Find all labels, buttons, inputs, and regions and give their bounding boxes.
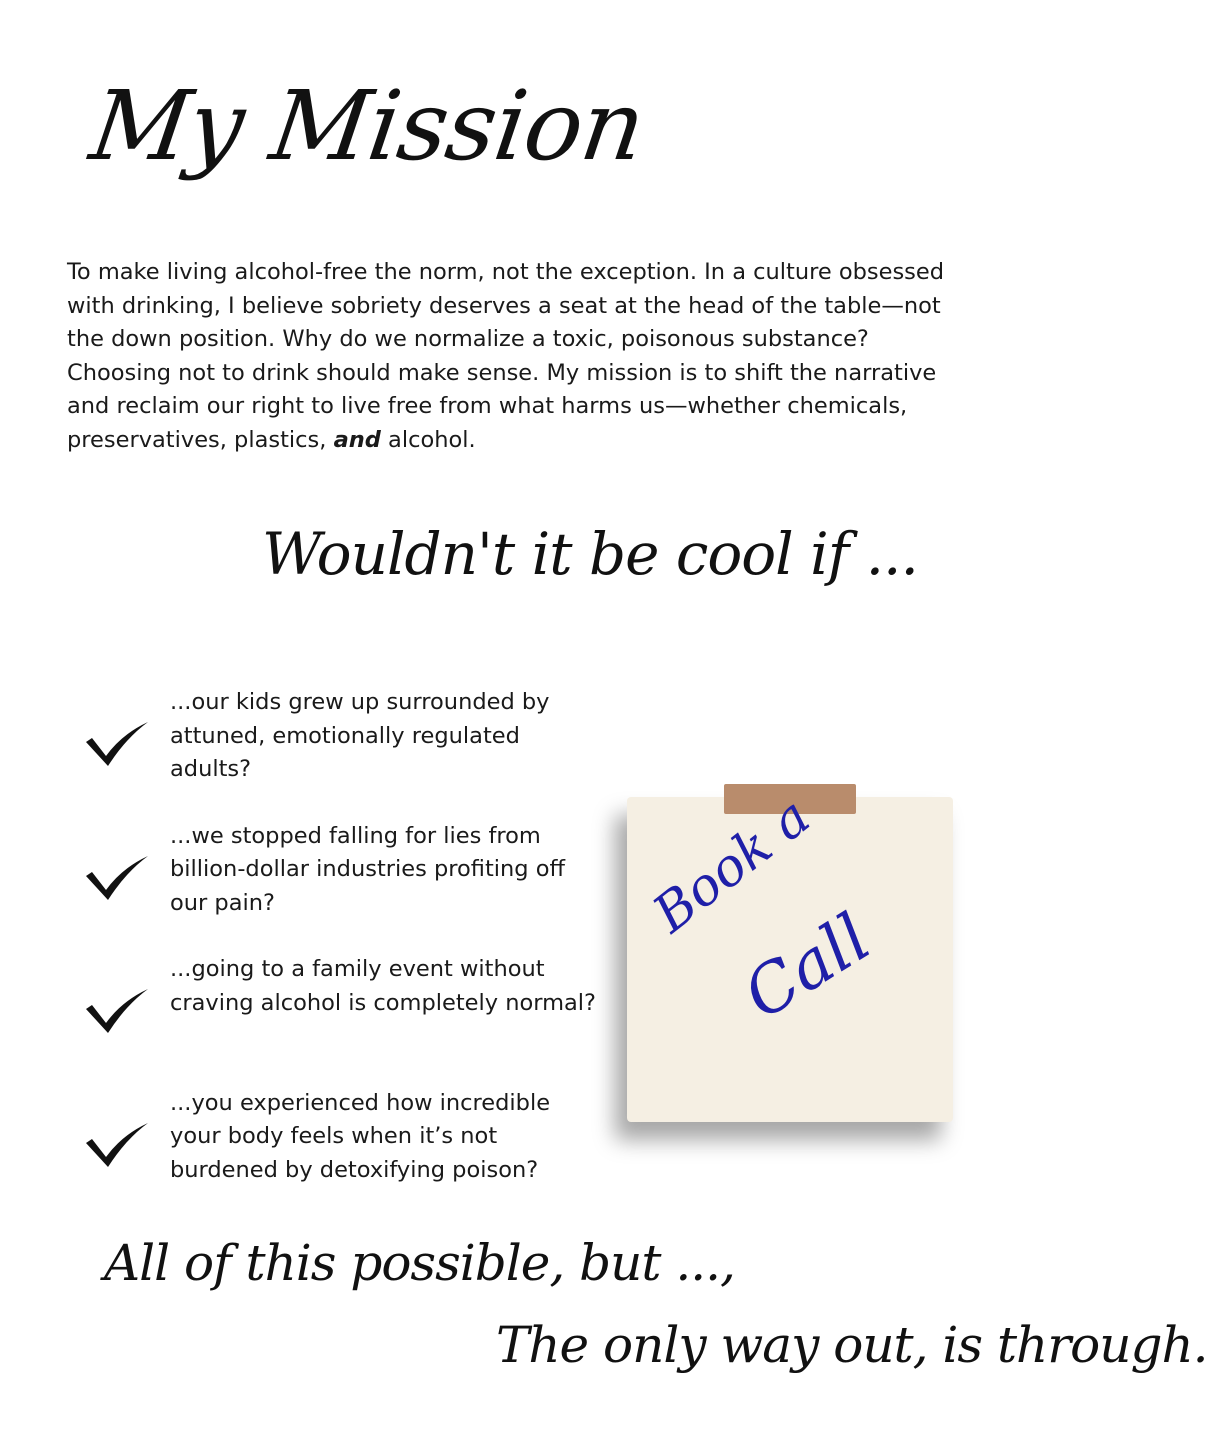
closing-line-1: All of this possible, but ..., [104,1234,735,1292]
closing-line-2: The only way out, is through. [496,1316,1208,1374]
book-a-call-line-2: Call [730,898,884,1035]
book-a-call-label[interactable] [642,786,915,1075]
checkmark-icon [82,987,152,1035]
mission-body-ending: alcohol. [380,426,476,453]
list-item [82,686,602,786]
checkmark-icon [82,854,152,902]
list-item [82,1087,602,1187]
book-a-call-line-1: Book a [642,786,822,945]
mission-body-emphasis: and [333,426,381,453]
list-item-text: ...we stopped falling for lies from billion-dollar industries profiting off our pain? [170,822,566,916]
book-a-call-note[interactable] [627,786,953,1122]
list-item [82,820,602,920]
checkmark-icon [82,720,152,768]
list-item-text: ...you experienced how incredible your body feels when it’s not burdened by detoxifying poison? [170,1089,551,1183]
mission-body [67,256,957,458]
mission-title: My Mission [84,70,651,182]
list-item-text: ...our kids grew up surrounded by attuned, emotionally regulated adults? [170,689,550,782]
list-item [82,953,602,1053]
checkmark-icon [82,1121,152,1169]
wish-list [82,686,602,1220]
mission-body-text: To make living alcohol-free the norm, not the exception. In a culture obsessed with drinking, I believe sobriety deserves a seat at the head of the table—not the down position. Why do we normalize a toxic, poisonous substance? Choosing not to drink should make sense. My mission is to shift the narrative and reclaim our right to live free from what harms us—whether chemicals, preservatives, plastics, [67,259,945,453]
cool-section-title: Wouldn't it be cool if ... [262,520,918,588]
list-item-text: ...going to a family event without craving alcohol is completely normal? [170,956,596,1016]
